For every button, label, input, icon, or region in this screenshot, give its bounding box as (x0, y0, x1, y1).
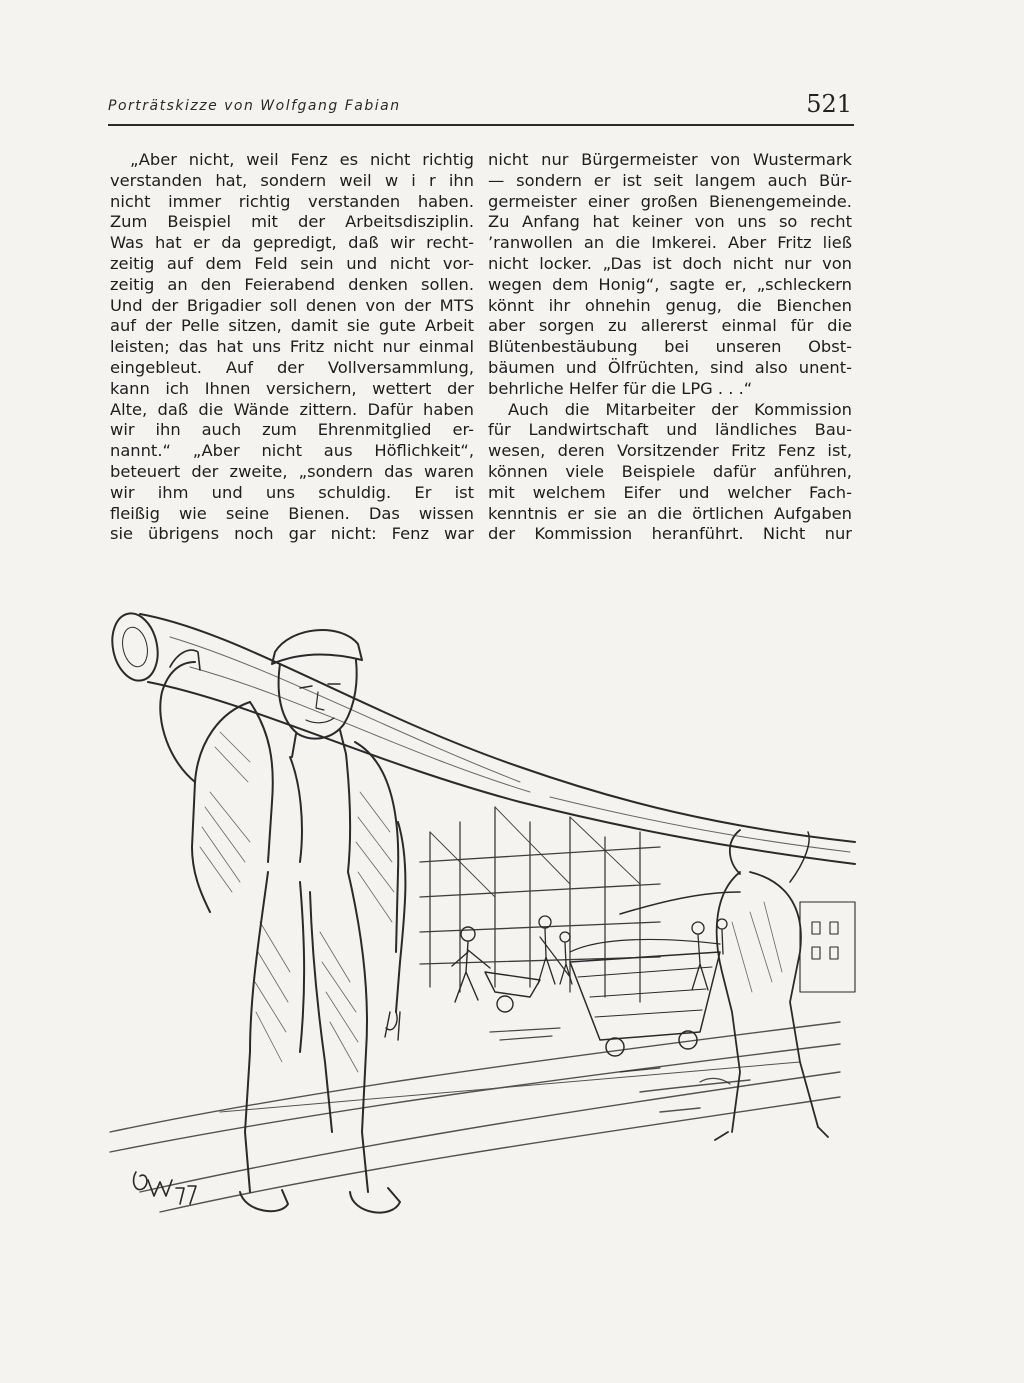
text-line: wir ihm und uns schuldig. Er ist (110, 482, 474, 502)
text-line: Zu Anfang hat keiner von uns so recht (488, 212, 852, 232)
text-line: eingebleut. Auf der Vollversammlung, (110, 357, 474, 377)
scaffolding (420, 807, 660, 1002)
text-line: aber sorgen zu allererst einmal für die (488, 316, 852, 336)
text-line: Blütenbestäubung bei unseren Obst- (488, 337, 852, 357)
text-line: zeitig auf dem Feld sein und nicht vor- (110, 253, 474, 273)
text-line: ’ranwollen an die Imkerei. Aber Fritz ließ (488, 233, 852, 253)
text-line: Was hat er da gepredigt, daß wir recht- (110, 233, 474, 253)
text-line: wesen, deren Vorsitzender Fritz Fenz ist, (488, 441, 852, 461)
text-line: wir ihn auch zum Ehrenmitglied er- (110, 420, 474, 440)
text-line: Alte, daß die Wände zittern. Dafür haben (110, 399, 474, 419)
worker-carrying-log-right (620, 830, 828, 1140)
ground-tools (490, 1028, 730, 1084)
running-title: Porträtskizze von Wolfgang Fabian (108, 98, 401, 114)
text-line: auf der Pelle sitzen, damit sie gute Arbeit (110, 316, 474, 336)
text-line: können viele Beispiele dafür anführen, (488, 461, 852, 481)
text-line: verstanden hat, sondern weil w i r ihn (110, 170, 474, 190)
text-line: kann ich Ihnen versichern, wettert der (110, 378, 474, 398)
text-line: wegen dem Honig“, sagte er, „schleckern (488, 274, 852, 294)
background-building (800, 902, 855, 992)
text-line: „Aber nicht, weil Fenz es nicht richtig (130, 150, 474, 169)
text-line: mit welchem Eifer und welcher Fach- (488, 482, 852, 502)
ink-illustration (100, 592, 865, 1252)
text-line: — sondern er ist seit langem auch Bür- (488, 170, 852, 190)
text-line: der Kommission heranführt. Nicht nur (488, 524, 852, 544)
text-line: Zum Beispiel mit der Arbeitsdisziplin. (110, 212, 474, 232)
text-line: könnt ihr ohnehin genug, die Bienchen (488, 295, 852, 315)
text-line: nicht locker. „Das ist doch nicht nur von (488, 253, 852, 273)
artist-signature (134, 1172, 196, 1204)
running-head (108, 90, 854, 126)
text-line: nicht immer richtig verstanden haben. (110, 191, 474, 211)
mine-cart (540, 937, 720, 1056)
text-line: fleißig wie seine Bienen. Das wissen (110, 503, 474, 523)
text-line: bäumen und Ölfrüchten, sind also unent- (488, 357, 852, 377)
text-line: beteuert der zweite, „sondern das waren (110, 461, 474, 481)
text-line: zeitig an den Feierabend denken sollen. (110, 274, 474, 294)
text-line: Und der Brigadier soll denen von der MTS (110, 295, 474, 315)
text-column-right (488, 150, 852, 545)
text-line: sie übrigens noch gar nicht: Fenz war (110, 524, 474, 544)
text-line: kenntnis er sie an die örtlichen Aufgaben (488, 503, 852, 523)
text-line: germeister einer großen Bienengemeinde. (488, 191, 852, 211)
worker-wheelbarrow (452, 927, 540, 1012)
text-line: behrliche Helfer für die LPG . . .“ (488, 378, 753, 398)
page-number: 521 (806, 90, 852, 118)
text-line: leisten; das hat uns Fritz nicht nur einmal (110, 337, 474, 357)
ground-lines (110, 1022, 840, 1212)
text-line: nicht nur Bürgermeister von Wustermark (488, 150, 852, 169)
text-line: nannt.“ „Aber nicht aus Höflichkeit“, (110, 441, 474, 461)
text-column-left (110, 150, 474, 545)
text-line: für Landwirtschaft und ländliches Bau- (488, 420, 852, 440)
text-line: Auch die Mitarbeiter der Kommission (508, 399, 852, 419)
